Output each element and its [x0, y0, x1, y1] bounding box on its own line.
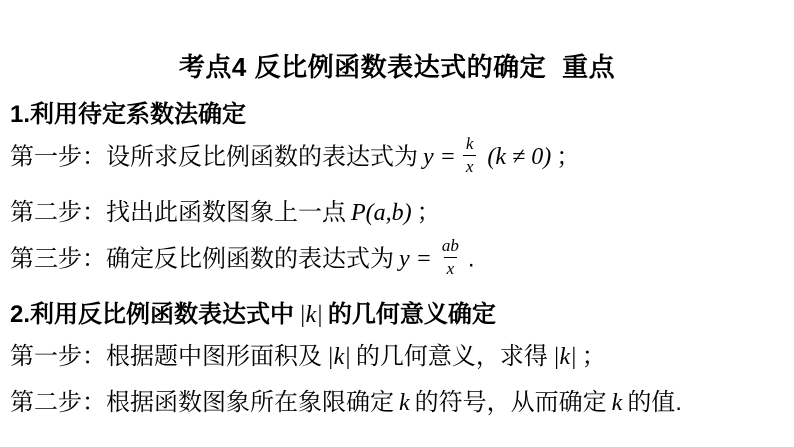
section2-heading: [10, 299, 794, 331]
fraction-denominator: x: [444, 257, 458, 279]
punctuation: ；: [416, 199, 441, 226]
heading-text-pre: 2.利用反比例函数表达式中: [10, 301, 295, 328]
math-k: k: [399, 390, 410, 416]
math-point-pab: P(a,b): [351, 200, 412, 226]
step-text: 第二步：根据函数图象所在象限确定: [10, 389, 394, 416]
math-condition: (k ≠ 0): [487, 144, 552, 171]
math-abs-k: |k|: [327, 344, 351, 370]
section1-step1: [10, 134, 794, 185]
step-text: 第三步：确定反比例函数的表达式为: [10, 245, 394, 273]
title-emphasis-tag: 重点: [562, 52, 616, 82]
step-text: 第一步：根据题中图形面积及: [10, 343, 322, 370]
math-y-equals: y =: [399, 246, 432, 273]
page-title: [0, 50, 794, 84]
math-abs-k: |k|: [299, 302, 323, 328]
fraction-denominator: x: [463, 155, 477, 177]
math-k: k: [611, 390, 623, 416]
section1-heading: 1.利用待定系数法确定: [10, 101, 247, 128]
step-text: 第一步：设所求反比例函数的表达式为: [10, 143, 418, 171]
punctuation: .: [467, 245, 475, 273]
math-abs-k: |k|: [552, 344, 577, 370]
section2-step2: [10, 387, 794, 419]
punctuation: ；: [581, 343, 606, 370]
fraction-ab-over-x: [439, 236, 462, 278]
page-title-text: 考点4 反比例函数表达式的确定: [178, 52, 547, 82]
step-text: 的几何意义，求得: [355, 343, 548, 370]
fraction-numerator: ab: [441, 236, 459, 255]
heading-text-post: 的几何意义确定: [327, 301, 496, 328]
section2-step1: [10, 341, 794, 373]
step-text: 的符号，从而确定: [414, 389, 607, 416]
fraction-numerator: k: [465, 134, 474, 153]
step-text: 第二步：找出此函数图象上一点: [10, 199, 346, 226]
punctuation: ；: [556, 143, 581, 171]
step-text-end: 的值.: [627, 389, 682, 416]
fraction-k-over-x: [463, 134, 477, 176]
math-y-equals: y =: [423, 144, 456, 171]
section1-step2: [10, 197, 794, 229]
section1-step3: [10, 236, 794, 287]
